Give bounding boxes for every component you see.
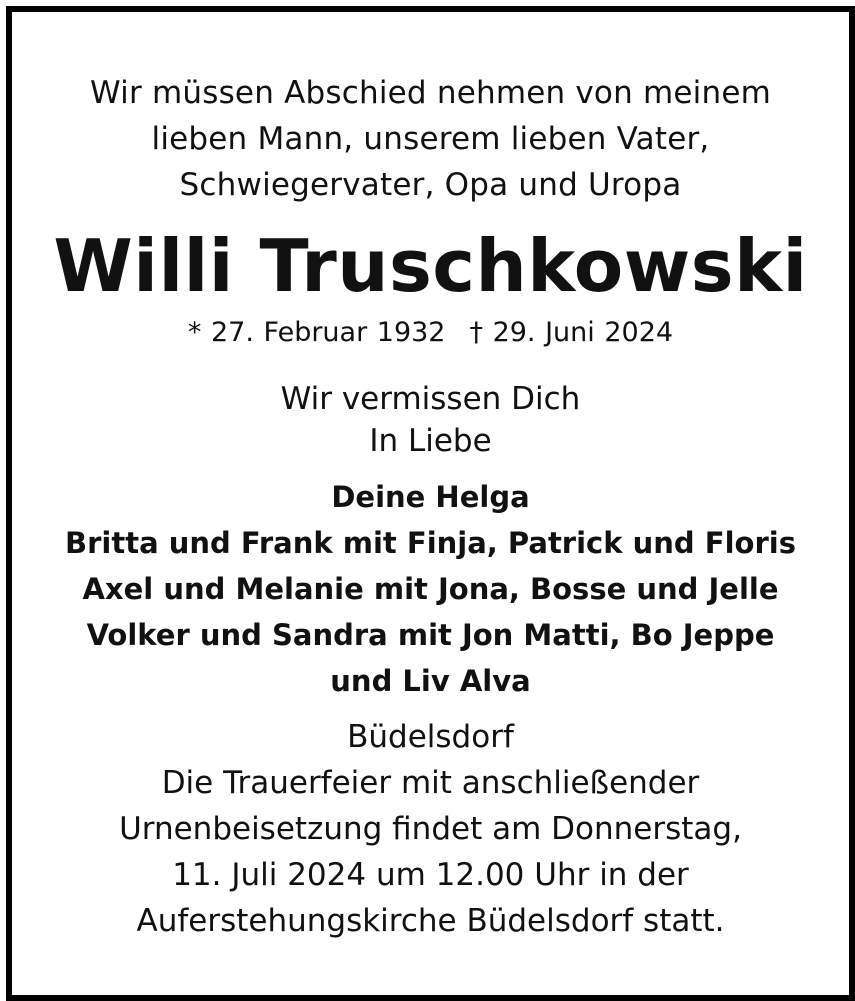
death-date: † 29. Juni 2024 [469,317,674,348]
intro-line: Wir müssen Abschied nehmen von meinem [90,75,771,111]
deceased-name: Willi Truschkowski [53,224,808,308]
birth-date: * 27. Februar 1932 [187,317,446,348]
family-line: Deine Helga [331,480,530,514]
ceremony-line: Urnenbeisetzung findet am Donnerstag, [119,811,742,847]
intro-text [12,70,849,208]
remembrance-text [12,378,849,462]
intro-line: Schwiegervater, Opa und Uropa [179,167,682,203]
family-line: Axel und Melanie mit Jona, Bosse und Jelle [82,572,779,606]
intro-line: lieben Mann, unserem lieben Vater, [151,121,710,157]
ceremony-notice [12,760,849,944]
family-line: und Liv Alva [330,664,531,698]
remembrance-line: In Liebe [369,423,492,459]
family-line: Britta und Frank mit Finja, Patrick und Floris [65,526,796,560]
obituary-frame [6,6,855,1001]
life-dates [12,316,849,350]
family-signatures [12,474,849,704]
ceremony-line: Die Trauerfeier mit anschließender [161,765,700,801]
family-line: Volker und Sandra mit Jon Matti, Bo Jeppe [86,618,775,652]
ceremony-line: Auferstehungskirche Büdelsdorf statt. [136,903,725,939]
remembrance-line: Wir vermissen Dich [280,381,581,417]
obituary-content [12,12,849,944]
ceremony-line: 11. Juli 2024 um 12.00 Uhr in der [172,857,689,893]
place-name: Büdelsdorf [347,719,514,755]
